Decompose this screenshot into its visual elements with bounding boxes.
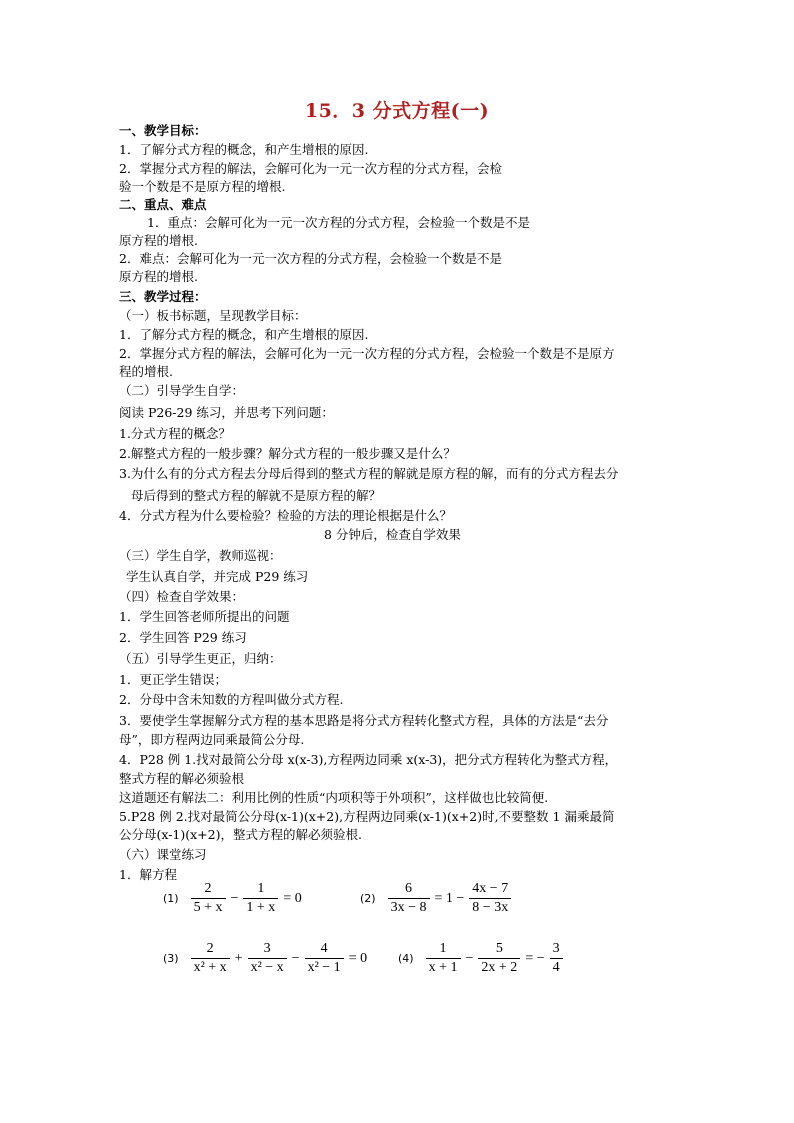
section-heading: 二、重点、难点 xyxy=(119,197,207,212)
section-heading: 一、教学目标： xyxy=(119,123,207,138)
text-line: 1．解方程 xyxy=(119,867,177,882)
fraction xyxy=(248,940,287,977)
text-line: （五）引导学生更正，归纳： xyxy=(119,651,282,666)
numerator: 1 xyxy=(439,941,447,956)
denominator: 1 + x xyxy=(243,898,278,917)
equation-2 xyxy=(360,880,513,917)
text-line: 1．重点：会解可化为一元一次方程的分式方程，会检验一个数是不是 xyxy=(147,215,530,230)
fraction xyxy=(478,940,520,977)
text-line: 公分母(x-1)(x+2)，整式方程的解必须验根. xyxy=(119,827,362,842)
text-line: 程的增根. xyxy=(119,364,173,379)
equation-label: (1) xyxy=(163,892,179,905)
fraction xyxy=(550,940,563,977)
question-3-cont: 母后得到的整式方程的解就不是原方程的解？ xyxy=(131,488,382,503)
text-line: （六）课堂练习 xyxy=(119,847,207,862)
text-line: 1．更正学生错误； xyxy=(119,672,227,687)
operator: − xyxy=(230,890,239,906)
fraction xyxy=(388,880,430,917)
text-line: 5.P28 例 2.找对最简公分母(x-1)(x+2),方程两边同乘(x-1)(x+2)时,不要整数 1 漏乘最简 xyxy=(119,809,615,824)
text-line: 学生认真自学，并完成 P29 练习 xyxy=(126,569,309,584)
document-title: 15．3 分式方程(一) xyxy=(304,100,490,122)
operator: − xyxy=(291,950,300,966)
text-line: 2．掌握分式方程的解法，会解可化为一元一次方程的分式方程，会检验一个数是不是原方 xyxy=(119,346,615,361)
denominator: x² + x xyxy=(191,958,230,977)
text-line: （四）检查自学效果： xyxy=(119,589,245,604)
question-1: 1.分式方程的概念？ xyxy=(119,426,231,441)
text-line: （三）学生自学，教师巡视： xyxy=(119,548,282,563)
question-3: 3.为什么有的分式方程去分母后得到的整式方程的解就是原方程的解，而有的分式方程去分 xyxy=(119,466,619,481)
equation-3 xyxy=(163,940,370,977)
numerator: 3 xyxy=(552,941,560,956)
text-line: 2．学生回答 P29 练习 xyxy=(119,630,247,645)
numerator: 2 xyxy=(204,881,212,896)
denominator: 5 + x xyxy=(191,898,226,917)
section-heading: 三、教学过程： xyxy=(119,289,207,304)
denominator: 3x − 8 xyxy=(388,898,430,917)
text-line: 原方程的增根. xyxy=(119,233,198,248)
text-line: 整式方程的解必须验根 xyxy=(119,771,245,786)
numerator: 4 xyxy=(320,941,328,956)
text-line: 原方程的增根. xyxy=(119,269,198,284)
fraction xyxy=(243,880,278,917)
fraction xyxy=(426,940,461,977)
text-line: 3．要使学生掌握解分式方程的基本思路是将分式方程转化整式方程，具体的方法是“去分 xyxy=(119,713,609,728)
text-line: 1．了解分式方程的概念，和产生增根的原因. xyxy=(119,142,369,157)
equation-4 xyxy=(398,940,565,977)
fraction xyxy=(191,880,226,917)
question-2: 2.解整式方程的一般步骤？解分式方程的一般步骤又是什么？ xyxy=(119,446,456,461)
text-line: 2．分母中含未知数的方程叫做分式方程. xyxy=(119,692,344,707)
text-line: （一）板书标题，呈现教学目标： xyxy=(119,308,307,323)
numerator: 6 xyxy=(405,881,413,896)
text-line: 这道题还有解法二：利用比例的性质“内项积等于外项积”，这样做也比较简便. xyxy=(119,790,549,805)
denominator: x + 1 xyxy=(426,958,461,977)
text-line: 1．学生回答老师所提出的问题 xyxy=(119,609,290,624)
denominator: 4 xyxy=(550,958,563,977)
numerator: 1 xyxy=(257,881,265,896)
numerator: 4x − 7 xyxy=(472,881,509,896)
numerator: 5 xyxy=(495,941,503,956)
fraction xyxy=(469,880,511,917)
equation-rhs: = 0 xyxy=(348,950,368,966)
denominator: x² − 1 xyxy=(305,958,344,977)
equation-rhs: = 0 xyxy=(283,890,302,906)
operator: + xyxy=(234,950,243,966)
equation-label: (3) xyxy=(163,952,179,965)
text-line: 阅读 P26-29 练习，并思考下列问题： xyxy=(119,405,334,420)
denominator: x² − x xyxy=(248,958,287,977)
operator: − xyxy=(465,950,474,966)
equation-label: (4) xyxy=(398,952,414,965)
equation-middle: = − xyxy=(525,950,545,966)
text-line: 2．掌握分式方程的解法，会解可化为一元一次方程的分式方程，会检 xyxy=(119,161,502,176)
numerator: 3 xyxy=(263,941,271,956)
text-line: 母”，即方程两边同乘最简公分母. xyxy=(119,732,305,747)
denominator: 2x + 2 xyxy=(478,958,520,977)
fraction xyxy=(305,940,344,977)
denominator: 8 − 3x xyxy=(469,898,511,917)
text-line: 验一个数是不是原方程的增根. xyxy=(119,179,286,194)
question-4: 4．分式方程为什么要检验？检验的方法的理论根据是什么？ xyxy=(119,508,452,523)
equation-label: (2) xyxy=(360,892,376,905)
equation-middle: = 1 − xyxy=(434,890,465,906)
text-line: 4．P28 例 1.找对最简公分母 x(x-3),方程两边同乘 x(x-3)，把分式方程转化为整式方程， xyxy=(119,752,618,767)
text-line: 1．了解分式方程的概念，和产生增根的原因. xyxy=(119,327,369,342)
numerator: 2 xyxy=(206,941,214,956)
equation-1 xyxy=(163,880,305,917)
text-line: 8 分钟后，检查自学效果 xyxy=(324,527,461,542)
text-line: （二）引导学生自学： xyxy=(119,383,245,398)
fraction xyxy=(191,940,230,977)
text-line: 2．难点：会解可化为一元一次方程的分式方程，会检验一个数是不是 xyxy=(119,251,502,266)
